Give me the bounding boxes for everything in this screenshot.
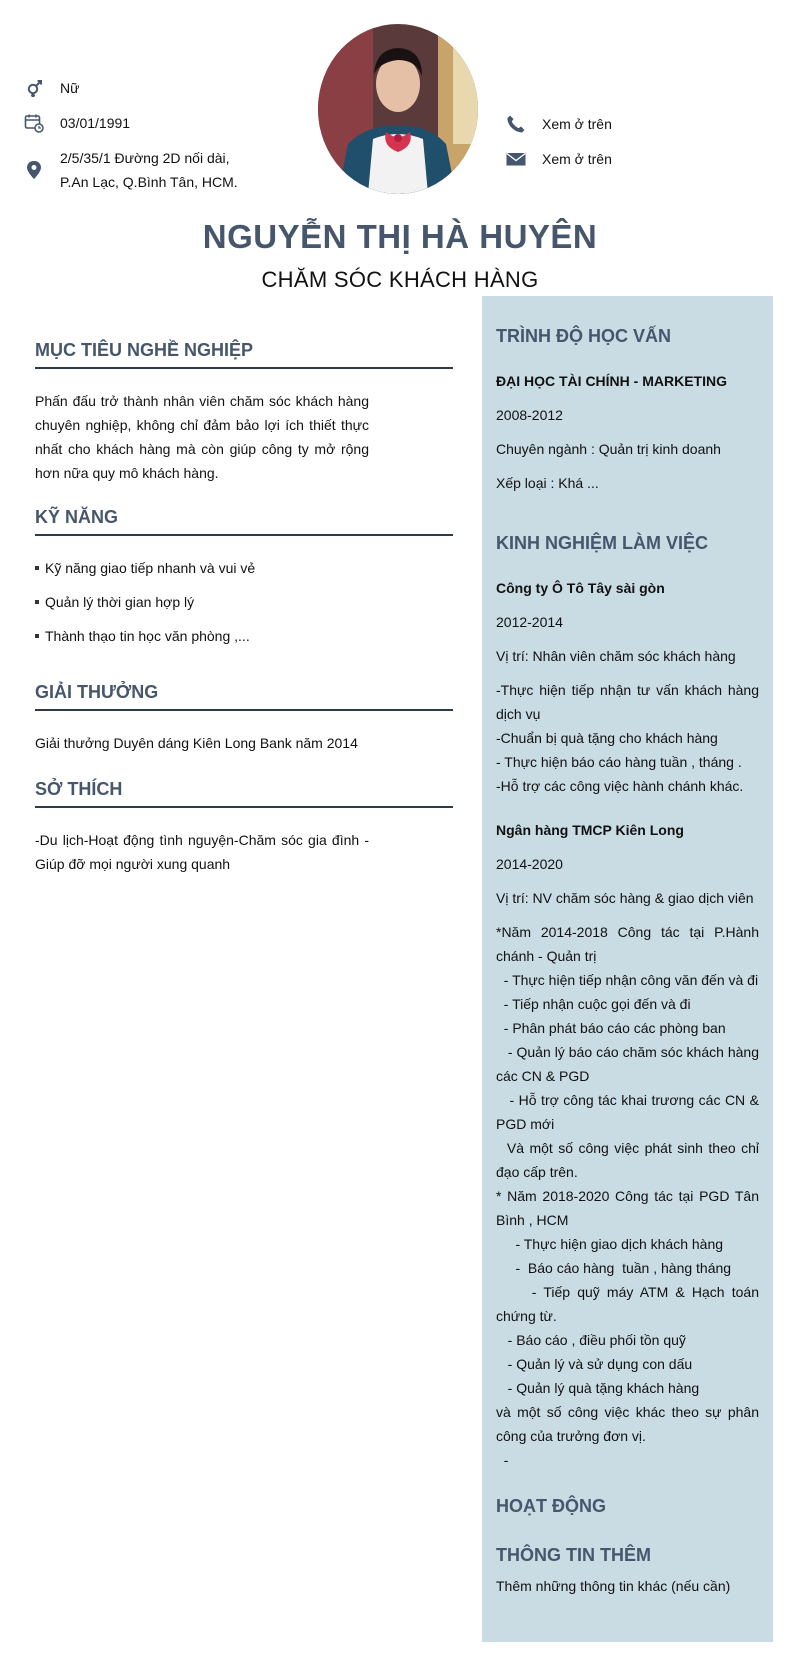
- extra-info-title: THÔNG TIN THÊM: [496, 1545, 651, 1565]
- job-detail-line: - Tiếp quỹ máy ATM & Hạch toán chứng từ.: [496, 1284, 763, 1324]
- job-detail-line: -Hỗ trợ các công việc hành chánh khác.: [496, 778, 744, 794]
- job-detail-line: - Quản lý quà tặng khách hàng: [496, 1380, 700, 1396]
- education-major: Chuyên ngành : Quản trị kinh doanh: [496, 441, 721, 457]
- objective-text: Phấn đấu trở thành nhân viên chăm sóc khách hàng chuyên nghiệp, không chỉ đảm bảo lợi ích thiết thực nhất cho khách hàng mà còn giúp công ty mở rộng hơn nữa quy mô khách hàng.: [35, 393, 369, 481]
- location-pin-icon: [24, 146, 60, 194]
- job-detail-line: và một số công việc khác theo sự phân công của trưởng đơn vị.: [496, 1404, 763, 1444]
- job-title: CHĂM SÓC KHÁCH HÀNG: [261, 267, 539, 292]
- job-detail-line: - Phân phát báo cáo các phòng ban: [496, 1020, 726, 1036]
- birthdate-text: 03/01/1991: [60, 115, 131, 131]
- job-detail-line: - Thực hiện tiếp nhận công văn đến và đi: [496, 972, 759, 988]
- education-period: 2008-2012: [496, 407, 563, 423]
- calendar-icon: [24, 111, 60, 135]
- job-detail-line: - Quản lý và sử dụng con dấu: [496, 1356, 693, 1372]
- hobbies-text: -Du lịch-Hoạt động tình nguyện-Chăm sóc gia đình -Giúp đỡ mọi người xung quanh: [35, 832, 369, 872]
- job-detail-line: - Thực hiện báo cáo hàng tuần , tháng .: [496, 754, 742, 770]
- job-detail-line: - Báo cáo hàng tuần , hàng tháng: [496, 1260, 732, 1276]
- job-detail-line: - Hỗ trợ công tác khai trương các CN & PGD mới: [496, 1092, 763, 1132]
- job-details: [496, 678, 763, 798]
- job-detail-line: *Năm 2014-2018 Công tác tại P.Hành chánh - Quản trị: [496, 924, 763, 964]
- awards-title: GIẢI THƯỞNG: [35, 682, 453, 711]
- skill-item: Thành thạo tin học văn phòng ,...: [35, 624, 453, 648]
- extra-info-text: Thêm những thông tin khác (nếu cần): [496, 1578, 731, 1594]
- phone-text: Xem ở trên: [542, 116, 612, 132]
- contact-right: [506, 112, 706, 182]
- job-detail-line: Và một số công việc phát sinh theo chỉ đạo cấp trên.: [496, 1140, 763, 1180]
- job-detail-line: - Tiếp nhận cuộc gọi đến và đi: [496, 996, 691, 1012]
- experience-title: KINH NGHIỆM LÀM VIỆC: [496, 533, 709, 553]
- job-role: Vị trí: Nhân viên chăm sóc khách hàng: [496, 648, 736, 664]
- address-text: 2/5/35/1 Đường 2D nối dài, P.An Lạc, Q.Bình Tân, HCM.: [60, 150, 238, 190]
- gender-text: Nữ: [60, 80, 80, 96]
- job-detail-line: -: [496, 1452, 509, 1468]
- phone-row: [506, 112, 706, 136]
- objective-title: MỤC TIÊU NGHỀ NGHIỆP: [35, 340, 453, 369]
- education-title: TRÌNH ĐỘ HỌC VẤN: [496, 326, 671, 346]
- job-detail-line: - Quản lý báo cáo chăm sóc khách hàng các CN & PGD: [496, 1044, 763, 1084]
- job-details: [496, 920, 763, 1472]
- job-detail-line: - Báo cáo , điều phối tồn quỹ: [496, 1332, 686, 1348]
- candidate-name: NGUYỄN THỊ HÀ HUYÊN: [202, 218, 598, 255]
- activities-title: HOẠT ĐỘNG: [496, 1496, 606, 1516]
- job-detail-line: * Năm 2018-2020 Công tác tại PGD Tân Bình , HCM: [496, 1188, 763, 1228]
- gender-icon: [24, 76, 60, 100]
- job-company: Công ty Ô Tô Tây sài gòn: [496, 580, 665, 596]
- birthdate-row: [24, 111, 274, 135]
- avatar: [318, 24, 478, 194]
- gender-row: [24, 76, 274, 100]
- skills-title: KỸ NĂNG: [35, 507, 453, 536]
- skill-item: Quản lý thời gian hợp lý: [35, 590, 453, 614]
- hobbies-title: SỞ THÍCH: [35, 779, 453, 808]
- email-row: [506, 147, 706, 171]
- job-period: 2014-2020: [496, 856, 563, 872]
- job-detail-line: - Thực hiện giao dịch khách hàng: [496, 1236, 724, 1252]
- education-grade: Xếp loại : Khá ...: [496, 475, 599, 491]
- job-period: 2012-2014: [496, 614, 563, 630]
- phone-icon: [506, 112, 542, 136]
- job-detail-line: -Chuẩn bị quà tặng cho khách hàng: [496, 730, 718, 746]
- right-column: [482, 296, 773, 1642]
- contact-left: [24, 76, 274, 205]
- awards-text: Giải thưởng Duyên dáng Kiên Long Bank năm 2014: [35, 735, 358, 751]
- job-detail-line: -Thực hiện tiếp nhận tư vấn khách hàng dịch vụ: [496, 682, 763, 722]
- email-text: Xem ở trên: [542, 151, 612, 167]
- address-row: [24, 146, 274, 194]
- skill-item: Kỹ năng giao tiếp nhanh và vui vẻ: [35, 556, 453, 580]
- job-company: Ngân hàng TMCP Kiên Long: [496, 822, 684, 838]
- envelope-icon: [506, 147, 542, 171]
- job-role: Vị trí: NV chăm sóc hàng & giao dịch viên: [496, 890, 754, 906]
- education-school: ĐẠI HỌC TÀI CHÍNH - MARKETING: [496, 373, 727, 389]
- left-column: [35, 340, 453, 876]
